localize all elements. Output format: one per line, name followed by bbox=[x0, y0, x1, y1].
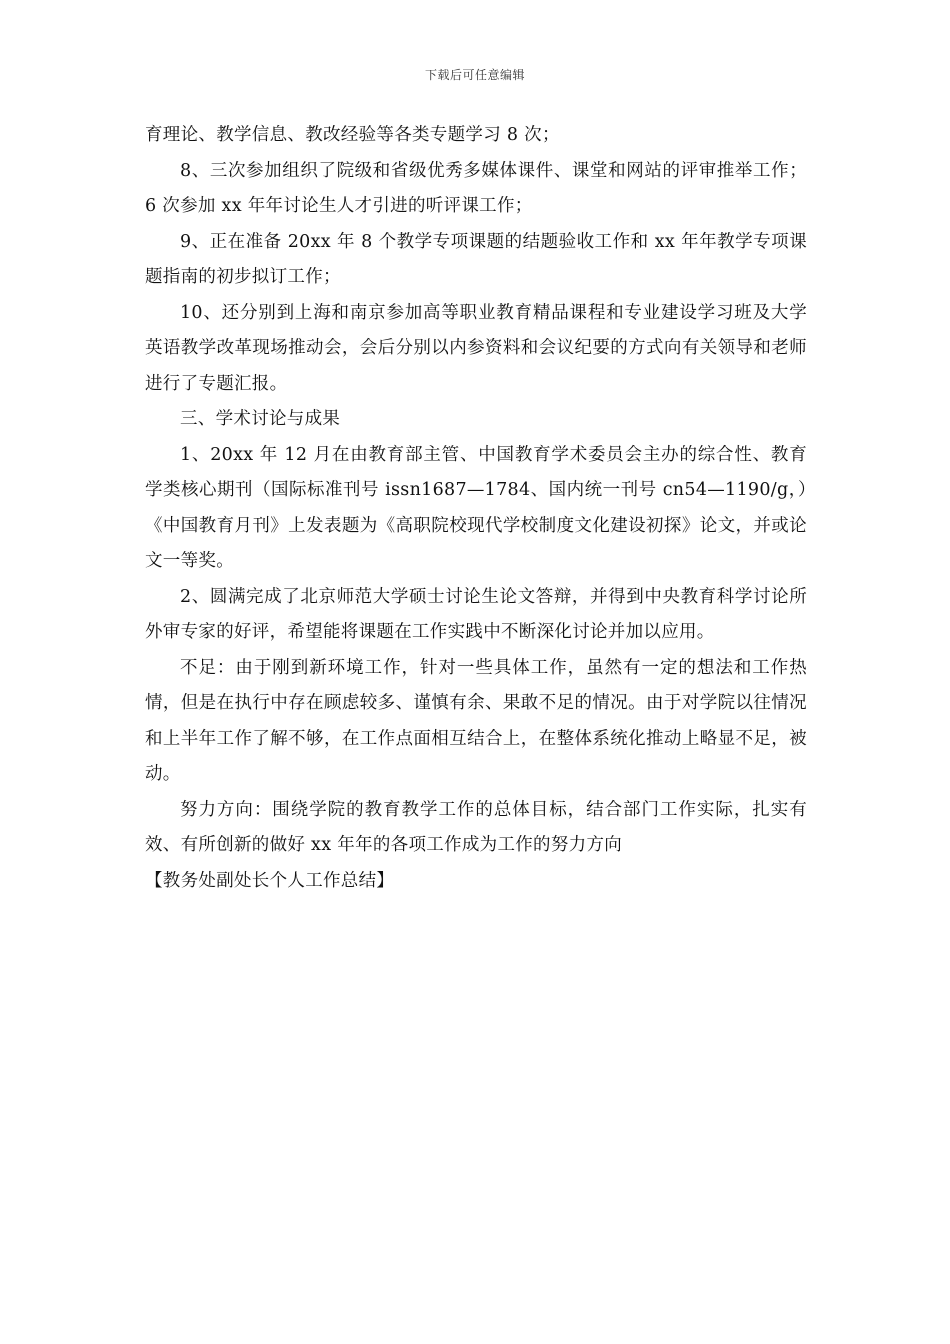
paragraph-direction: 努力方向：围绕学院的教育教学工作的总体目标，结合部门工作实际，扎实有效、有所创新的做好 xx 年年的各项工作成为工作的努力方向 bbox=[145, 799, 807, 855]
paragraph-item-9: 9、正在准备 20xx 年 8 个教学专项课题的结题验收工作和 xx 年年教学专项课题指南的初步拟订工作； bbox=[145, 231, 807, 287]
paragraph-research-1: 1、20xx 年 12 月在由教育部主管、中国教育学术委员会主办的综合性、教育学类核心期刊（国际标准刊号 issn1687—1784、国内统一刊号 cn54—1190/g，）《中国教育月刊》上发表题为《高职院校现代学校制度文化建设初探》论文，并或论文一等奖。 bbox=[145, 444, 807, 571]
paragraph-shortcomings: 不足：由于刚到新环境工作，针对一些具体工作，虽然有一定的想法和工作热情，但是在执行中存在顾虑较多、谨慎有余、果敢不足的情况。由于对学院以往情况和上半年工作了解不够，在工作点面相互结合上，在整体系统化推动上略显不足，被动。 bbox=[145, 657, 807, 784]
paragraph-research-2: 2、圆满完成了北京师范大学硕士讨论生论文答辩，并得到中央教育科学讨论所外审专家的好评，希望能将课题在工作实践中不断深化讨论并加以应用。 bbox=[145, 586, 807, 642]
document-title-tag: 【教务处副处长个人工作总结】 bbox=[145, 870, 395, 891]
header-note: 下载后可任意编辑 bbox=[424, 68, 525, 82]
paragraph-item-8: 8、三次参加组织了院级和省级优秀多媒体课件、课堂和网站的评审推举工作；6 次参加 xx 年年讨论生人才引进的听评课工作； bbox=[145, 160, 807, 216]
document-body bbox=[145, 118, 807, 899]
paragraph-item-10: 10、还分别到上海和南京参加高等职业教育精品课程和专业建设学习班及大学英语教学改革现场推动会，会后分别以内参资料和会议纪要的方式向有关领导和老师进行了专题汇报。 bbox=[145, 302, 807, 394]
section-heading: 三、学术讨论与成果 bbox=[180, 409, 341, 429]
paragraph-continuation: 育理论、教学信息、教改经验等各类专题学习 8 次； bbox=[145, 125, 560, 145]
